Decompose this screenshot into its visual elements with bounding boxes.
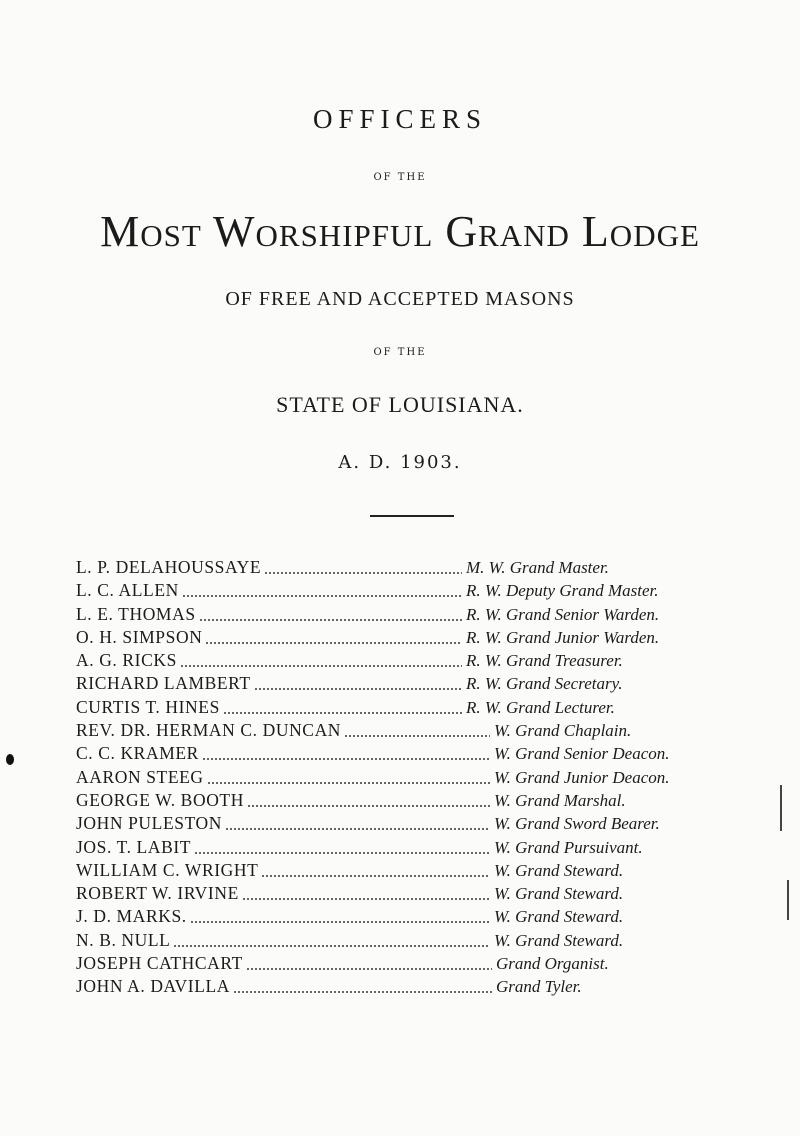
leader-dots (205, 642, 462, 644)
officer-title: R. W. Grand Treasurer. (466, 651, 623, 671)
officer-row (76, 952, 776, 975)
leader-dots (180, 665, 462, 667)
officer-name: A. G. RICKS (76, 650, 177, 671)
officer-title: R. W. Grand Lecturer. (466, 697, 615, 717)
officer-row (76, 812, 776, 835)
of-the-caption-2: OF THE (373, 347, 427, 358)
officer-title: W. Grand Steward. (494, 907, 624, 927)
leader-dots (261, 875, 490, 877)
officer-row (76, 882, 776, 905)
officer-name: O. H. SIMPSON (76, 626, 203, 647)
margin-mark-2 (787, 880, 789, 920)
officer-row (76, 742, 776, 765)
officer-title: W. Grand Sword Bearer. (494, 814, 660, 834)
of-the-caption: OF THE (373, 172, 427, 183)
officer-title: W. Grand Junior Deacon. (494, 767, 670, 787)
grand-lodge-title: Most Worshipful Grand Lodge (100, 207, 700, 256)
officer-row (76, 626, 776, 649)
leader-dots (173, 945, 490, 947)
leader-dots (254, 688, 462, 690)
officer-name: REV. DR. HERMAN C. DUNCAN (76, 720, 342, 741)
officer-title: W. Grand Steward. (494, 860, 624, 880)
divider-rule (370, 515, 454, 517)
officer-name: L. C. ALLEN (76, 580, 179, 601)
officer-name: JOS. T. LABIT (76, 836, 192, 857)
officer-row (76, 556, 776, 579)
officers-heading: OFFICERS (312, 104, 488, 134)
officer-name: JOHN A. DAVILLA (76, 976, 231, 997)
officer-name: GEORGE W. BOOTH (76, 789, 244, 810)
leader-dots (223, 712, 462, 714)
officer-title: Grand Tyler. (496, 977, 582, 997)
officer-name: ROBERT W. IRVINE (76, 883, 239, 904)
officer-name: WILLIAM C. WRIGHT (76, 859, 259, 880)
officer-title: W. Grand Steward. (494, 884, 624, 904)
officer-title: W. Grand Steward. (494, 930, 624, 950)
leader-dots (190, 921, 490, 923)
leader-dots (246, 968, 492, 970)
officer-row (76, 859, 776, 882)
officer-row (76, 905, 776, 928)
officer-name: N. B. NULL (76, 929, 171, 950)
leader-dots (225, 828, 490, 830)
officer-row (76, 579, 776, 602)
margin-mark (780, 785, 782, 831)
officer-title: W. Grand Senior Deacon. (494, 744, 670, 764)
officer-row (76, 672, 776, 695)
leader-dots (264, 572, 462, 574)
leader-dots (247, 805, 490, 807)
leader-dots (344, 735, 490, 737)
officer-name: J. D. MARKS. (76, 906, 187, 927)
officer-name: JOHN PULESTON (76, 813, 223, 834)
leader-dots (199, 619, 462, 621)
officer-name: RICHARD LAMBERT (76, 673, 251, 694)
officer-name: L. E. THOMAS (76, 603, 196, 624)
officer-name: AARON STEEG (76, 766, 204, 787)
leader-dots (202, 758, 490, 760)
officer-name: L. P. DELAHOUSSAYE (76, 557, 262, 577)
state-title: STATE OF LOUISIANA. (276, 392, 524, 417)
officer-title: W. Grand Marshal. (494, 790, 626, 810)
year-date: A. D. 1903. (338, 452, 462, 473)
leader-dots (194, 852, 490, 854)
officer-title: R. W. Grand Junior Warden. (466, 627, 660, 647)
officer-row (76, 649, 776, 672)
officer-row (76, 603, 776, 626)
leader-dots (233, 991, 492, 993)
ink-speck (6, 754, 14, 765)
officer-title: R. W. Grand Secretary. (466, 674, 623, 694)
officer-row (76, 696, 776, 719)
officer-name: CURTIS T. HINES (76, 696, 220, 717)
officer-title: R. W. Grand Senior Warden. (466, 604, 660, 624)
officer-title: R. W. Deputy Grand Master. (466, 581, 659, 601)
officer-title: W. Grand Chaplain. (494, 721, 632, 741)
leader-dots (242, 898, 490, 900)
officer-row (76, 836, 776, 859)
leader-dots (182, 595, 462, 597)
officer-name: C. C. KRAMER (76, 743, 199, 764)
free-accepted-masons: OF FREE AND ACCEPTED MASONS (225, 288, 575, 310)
officers-list (76, 556, 776, 999)
officer-title: M. W. Grand Master. (466, 558, 609, 577)
officer-title: Grand Organist. (496, 954, 609, 974)
officer-row (76, 766, 776, 789)
officer-name: JOSEPH CATHCART (76, 953, 243, 974)
officer-title: W. Grand Pursuivant. (494, 837, 643, 857)
officer-row (76, 719, 776, 742)
officer-row (76, 929, 776, 952)
officer-row (76, 975, 776, 998)
leader-dots (207, 782, 490, 784)
officer-row (76, 789, 776, 812)
